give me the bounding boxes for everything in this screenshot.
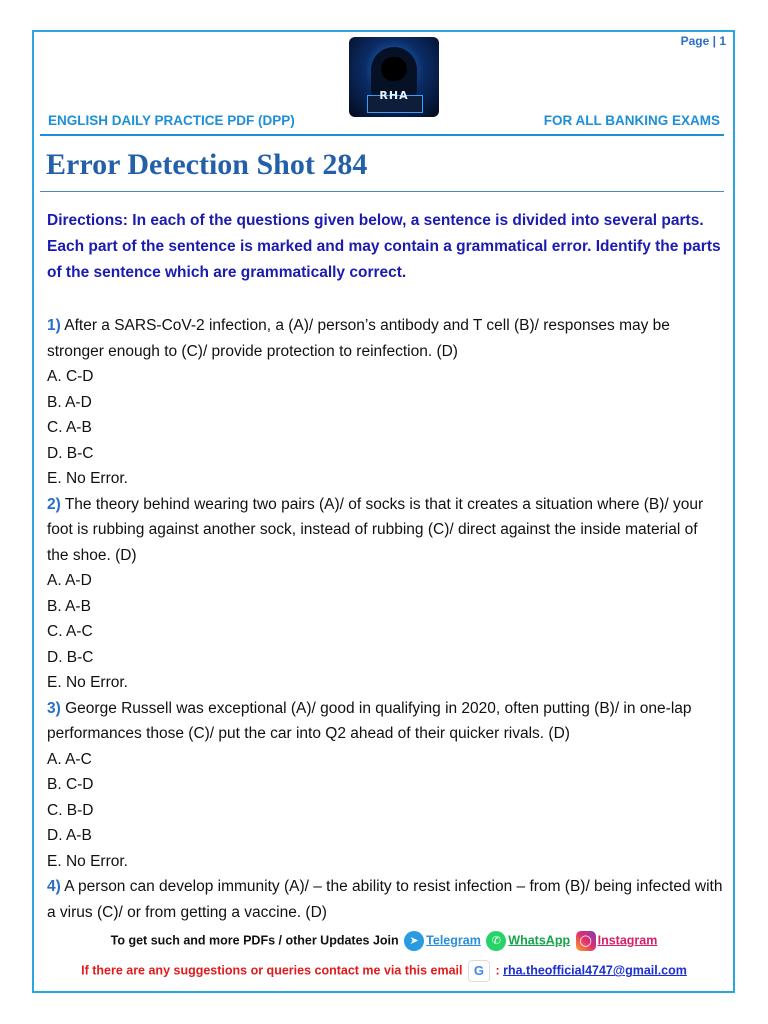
hacker-face-graphic [381,57,407,81]
footer-contact-line [0,960,768,982]
page-number: Page | 1 [680,34,726,48]
telegram-icon[interactable]: ➤ [404,931,424,951]
telegram-link[interactable]: Telegram [426,933,481,948]
rha-logo [349,37,439,117]
option: B. A-D [47,393,92,411]
question-number: 2) [47,495,61,513]
question-block [47,696,723,875]
contact-colon: : [495,963,500,978]
question-number: 1) [47,317,61,334]
question-text [47,313,723,364]
question-body: George Russell was exceptional (A)/ good in qualifying in 2020, often putting (B)/ in one-lap performances those (C)/ put the car into Q2 ahead of their quicker rivals. (D) [47,699,692,742]
footer-social-line [0,931,768,951]
header-divider [40,134,724,136]
question-block [47,313,723,492]
whatsapp-icon[interactable]: ✆ [486,931,506,951]
question-list [47,313,723,925]
google-icon: G [468,960,490,982]
option: C. A-B [47,419,92,436]
option: D. B-C [47,648,94,666]
instagram-link[interactable]: Instagram [597,933,658,948]
header-left-label: ENGLISH DAILY PRACTICE PDF (DPP) [48,113,295,128]
option: D. A-B [47,827,92,844]
header-right-label: FOR ALL BANKING EXAMS [543,113,720,128]
question-text [47,874,723,925]
option: C. A-C [47,623,93,640]
title-divider [40,191,724,192]
option: E. No Error. [47,674,128,691]
join-text: To get such and more PDFs / other Updates Join [110,933,399,948]
logo-text: RHA [379,89,409,102]
instagram-icon[interactable]: ◯ [576,931,596,951]
option: B. C-D [47,776,94,793]
page-title: Error Detection Shot 284 [46,148,368,181]
option: A. A-C [47,750,92,768]
question-body: The theory behind wearing two pairs (A)/ of socks is that it creates a situation where (B)/ your foot is rubbing against another sock, instead of rubbing (C)/ direct against the inside material of the shoe. (D) [47,495,704,564]
whatsapp-link[interactable]: WhatsApp [508,933,571,948]
question-body: A person can develop immunity (A)/ – the ability to resist infection – from (B)/ being infected with a virus (C)/ or from getting a vaccine. (D) [47,878,723,921]
question-number: 3) [47,699,61,717]
question-block [47,492,723,696]
option: D. B-C [47,444,94,462]
question-text [47,696,723,747]
contact-text: If there are any suggestions or queries contact me via this email [81,963,463,978]
directions-text: Directions: In each of the questions given below, a sentence is divided into several parts. Each part of the sentence is marked and may contain a grammatical error. Identify the parts of the sentence which are grammatically correct. [47,212,721,281]
question-number: 4) [47,878,61,895]
option: A. C-D [47,368,94,385]
option: A. A-D [47,572,92,589]
option: E. No Error. [47,470,128,487]
option: E. No Error. [47,852,128,870]
question-block [47,874,723,925]
question-text [47,492,723,569]
email-link[interactable]: rha.theofficial4747@gmail.com [503,963,687,978]
option: B. A-B [47,597,91,615]
question-body: After a SARS-CoV-2 infection, a (A)/ person’s antibody and T cell (B)/ responses may be stronger enough to (C)/ provide protection to reinfection. (D) [47,317,670,360]
option: C. B-D [47,801,94,819]
